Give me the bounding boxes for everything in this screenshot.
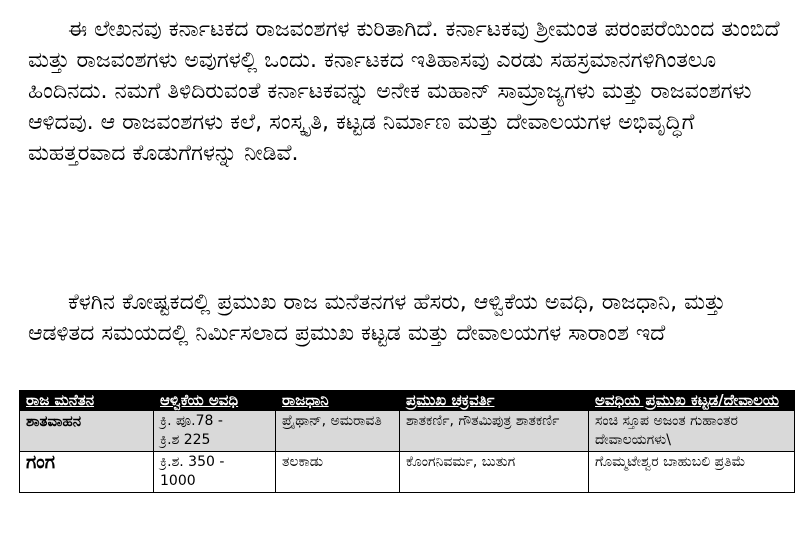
table-row [20, 411, 795, 452]
cell-capital: ತಲಕಾಡು [276, 452, 400, 493]
table-summary-paragraph-text: ಕೆಳಗಿನ ಕೋಷ್ಟಕದಲ್ಲಿ ಪ್ರಮುಖ ರಾಜ ಮನೆತನಗಳ ಹೆಸರು, ಆಳ್ವಿಕೆಯ ಅವಧಿ, ರಾಜಧಾನಿ, ಮತ್ತು ಆಡಳಿತದ ಸಮಯದಲ್ಲಿ ನಿರ್ಮಿಸಲಾದ ಪ್ರಮುಖ ಕಟ್ಟಡ ಮತ್ತು ದೇವಾಲಯಗಳ ಸಾರಾಂಶ ಇದೆ [28, 290, 726, 346]
cell-monument: ಸಂಚಿ ಸ್ತೂಪ ಅಜಂತ ಗುಹಾಂತರ ದೇವಾಲಯಗಳು\ [589, 411, 795, 452]
dynasty-table [19, 390, 795, 493]
cell-dynasty: ಗಂಗ [20, 452, 154, 493]
cell-period-end: 1000 [160, 473, 196, 489]
header-emperor: ಪ್ರಮುಖ ಚಕ್ರವರ್ತಿ [400, 391, 589, 411]
header-monument: ಅವಧಿಯ ಪ್ರಮುಖ ಕಟ್ಟಡ/ದೇವಾಲಯ [589, 391, 795, 411]
cell-emperor: ಶಾತಕರ್ಣಿ, ಗೌತಮಿಪುತ್ರ ಶಾತಕರ್ಣಿ [400, 411, 589, 452]
cell-period-start: ಕ್ರಿ. ಪೂ.78 - [160, 413, 223, 429]
cell-period [154, 411, 276, 452]
intro-paragraph [28, 14, 790, 169]
header-dynasty: ರಾಜ ಮನೆತನ [20, 391, 154, 411]
table-header-row [20, 391, 795, 411]
header-period: ಆಳ್ವಿಕೆಯ ಅವಧಿ [154, 391, 276, 411]
table-row [20, 452, 795, 493]
cell-period [154, 452, 276, 493]
cell-dynasty: ಶಾತವಾಹನ [20, 411, 154, 452]
intro-paragraph-text: ಈ ಲೇಖನವು ಕರ್ನಾಟಕದ ರಾಜವಂಶಗಳ ಕುರಿತಾಗಿದೆ. ಕರ್ನಾಟಕವು ಶ್ರೀಮಂತ ಪರಂಪರೆಯಿಂದ ತುಂಬಿದೆ ಮತ್ತು ರಾಜವಂಶಗಳು ಅವುಗಳಲ್ಲಿ ಒಂದು. ಕರ್ನಾಟಕದ ಇತಿಹಾಸವು ಎರಡು ಸಹಸ್ರಮಾನಗಳಿಗಿಂತಲೂ ಹಿಂದಿನದು. ನಮಗೆ ತಿಳಿದಿರುವಂತೆ ಕರ್ನಾಟಕವನ್ನು ಅನೇಕ ಮಹಾನ್ ಸಾಮ್ರಾಜ್ಯಗಳು ಮತ್ತು ರಾಜವಂಶಗಳು ಆಳಿದವು. ಆ ರಾಜವಂಶಗಳು ಕಲೆ, ಸಂಸ್ಕೃತಿ, ಕಟ್ಟಡ ನಿರ್ಮಾಣ ಮತ್ತು ದೇವಾಲಯಗಳ ಅಭಿವೃದ್ಧಿಗೆ ಮಹತ್ತರವಾದ ಕೊಡುಗೆಗಳನ್ನು ನೀಡಿವೆ. [28, 17, 780, 166]
cell-period-start: ಕ್ರಿ.ಶ. 350 - [160, 454, 225, 470]
cell-emperor: ಕೊಂಗನಿವರ್ಮ, ಬುತುಗ [400, 452, 589, 493]
header-capital: ರಾಜಧಾನಿ [276, 391, 400, 411]
cell-monument: ಗೊಮ್ಮಟೇಶ್ವರ ಬಾಹುಬಲಿ ಪ್ರತಿಮೆ [589, 452, 795, 493]
cell-period-end: ಕ್ರಿ.ಶ 225 [160, 432, 211, 448]
table-summary-paragraph [28, 287, 790, 349]
cell-capital: ಪ್ರೈಥಾನ್, ಅಮರಾವತಿ [276, 411, 400, 452]
